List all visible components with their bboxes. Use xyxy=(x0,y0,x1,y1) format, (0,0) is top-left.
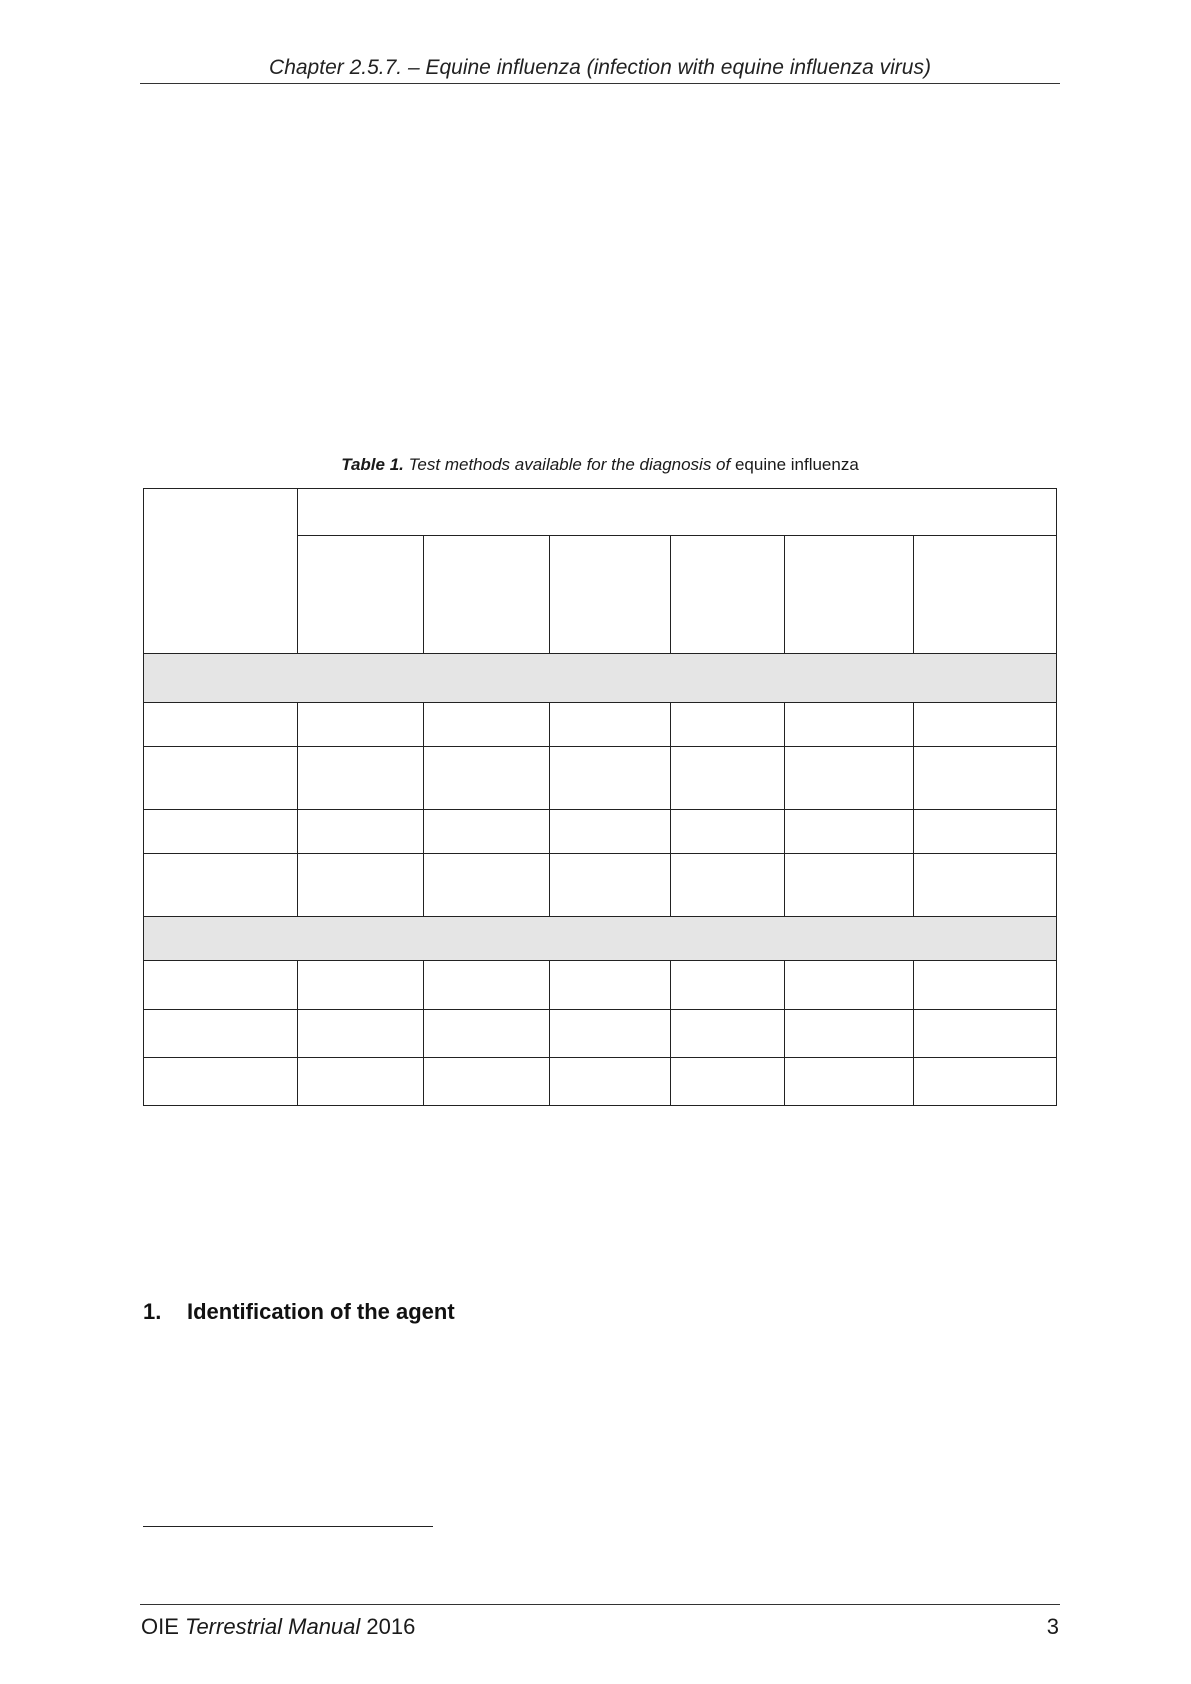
table-cell xyxy=(550,961,671,1010)
table-label: Table 1. xyxy=(341,455,404,474)
table-cell xyxy=(424,536,550,654)
table-row xyxy=(144,1010,1057,1058)
table-row xyxy=(144,961,1057,1010)
table-row xyxy=(144,747,1057,810)
table-cell xyxy=(144,961,298,1010)
table-cell xyxy=(671,747,785,810)
table-caption-italic: Test methods available for the diagnosis of xyxy=(408,455,731,474)
table-cell xyxy=(785,1058,914,1106)
table-cell xyxy=(914,1010,1057,1058)
running-header xyxy=(140,56,1060,80)
table-cell xyxy=(785,703,914,747)
table-cell xyxy=(144,703,298,747)
table-cell xyxy=(914,961,1057,1010)
table-cell xyxy=(424,810,550,854)
table-section-row xyxy=(144,917,1057,961)
table-cell xyxy=(671,1058,785,1106)
table-cell xyxy=(550,703,671,747)
footnote-separator xyxy=(143,1526,433,1527)
table-cell xyxy=(671,1010,785,1058)
table-cell xyxy=(550,810,671,854)
table-cell xyxy=(550,1010,671,1058)
section-number: 1. xyxy=(143,1299,162,1324)
table-header-row xyxy=(144,489,1057,536)
table-caption xyxy=(143,455,1057,475)
running-header-title: Chapter 2.5.7. – Equine influenza ( xyxy=(269,56,594,79)
table-cell xyxy=(550,747,671,810)
table-row xyxy=(144,810,1057,854)
table-row xyxy=(144,703,1057,747)
table-cell xyxy=(424,961,550,1010)
table-cell xyxy=(424,1058,550,1106)
table-cell xyxy=(424,854,550,917)
footer-rule xyxy=(140,1604,1060,1605)
table-cell xyxy=(550,1058,671,1106)
table-cell xyxy=(298,1058,424,1106)
section-title: Identification of the agent xyxy=(187,1299,455,1324)
footer-publisher: OIE xyxy=(141,1614,179,1639)
table-section-cell xyxy=(144,654,1057,703)
footer-publication xyxy=(141,1614,415,1640)
table-cell xyxy=(785,1010,914,1058)
table-cell xyxy=(298,536,424,654)
table-section-cell xyxy=(144,917,1057,961)
table-row xyxy=(144,854,1057,917)
table-cell xyxy=(298,961,424,1010)
table-cell xyxy=(785,747,914,810)
table-section-row xyxy=(144,654,1057,703)
running-header-italic: infection with equine influenza virus xyxy=(593,56,924,79)
diagnosis-methods-table xyxy=(143,488,1057,1106)
table-cell xyxy=(671,536,785,654)
table-cell xyxy=(298,1010,424,1058)
section-heading xyxy=(143,1299,455,1325)
table-cell xyxy=(914,810,1057,854)
table-cell xyxy=(914,703,1057,747)
table-cell xyxy=(785,536,914,654)
table-cell xyxy=(424,747,550,810)
purpose-header-cell xyxy=(298,489,1057,536)
table-cell xyxy=(144,1010,298,1058)
table-cell xyxy=(550,854,671,917)
table-cell xyxy=(298,810,424,854)
table-cell xyxy=(671,961,785,1010)
table-cell xyxy=(914,536,1057,654)
footer-year: 2016 xyxy=(366,1614,416,1639)
table-cell xyxy=(298,854,424,917)
footer-manual-title: Terrestrial Manual xyxy=(185,1614,361,1639)
running-header-suffix: ) xyxy=(923,56,931,79)
table-cell xyxy=(671,703,785,747)
table-cell xyxy=(144,810,298,854)
table-cell xyxy=(144,1058,298,1106)
table-caption-plain: equine influenza xyxy=(734,455,859,474)
table-cell xyxy=(424,703,550,747)
table-cell xyxy=(785,854,914,917)
table-cell xyxy=(424,1010,550,1058)
page-number: 3 xyxy=(1046,1614,1059,1639)
table-cell xyxy=(914,854,1057,917)
table-cell xyxy=(914,747,1057,810)
table-cell xyxy=(144,747,298,810)
table-cell xyxy=(671,810,785,854)
header-rule xyxy=(140,83,1060,84)
table-cell xyxy=(671,854,785,917)
table-cell xyxy=(550,536,671,654)
table-cell xyxy=(298,747,424,810)
table-cell xyxy=(144,854,298,917)
table-cell xyxy=(914,1058,1057,1106)
table-cell xyxy=(785,810,914,854)
table-corner-cell xyxy=(144,489,298,654)
table-cell xyxy=(298,703,424,747)
table-cell xyxy=(785,961,914,1010)
table-row xyxy=(144,1058,1057,1106)
